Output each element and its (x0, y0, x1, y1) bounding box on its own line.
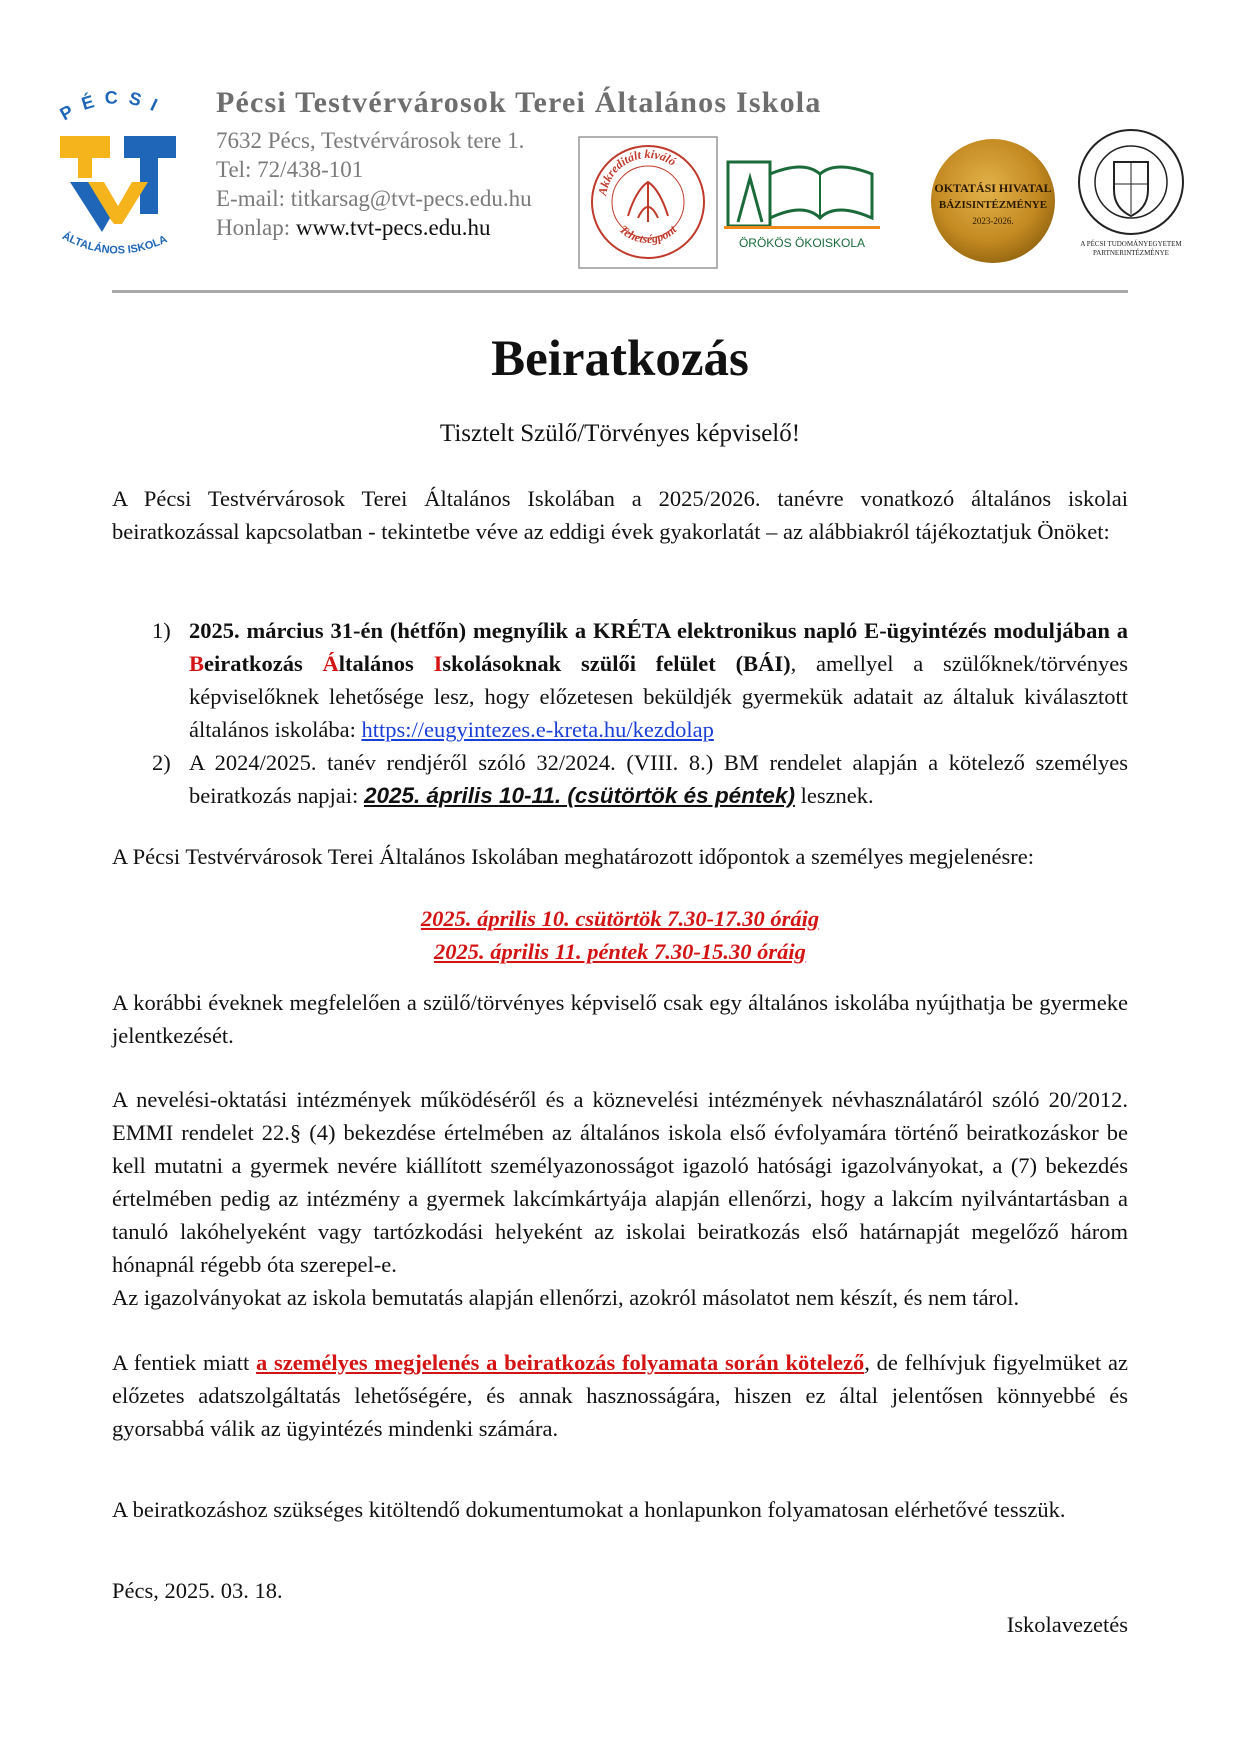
phone: Tel: 72/438-101 (216, 157, 364, 182)
list-item-1-bold-d: skolásoknak szülői felület (BÁI) (442, 651, 791, 676)
badge-akkreditalt-top: Akkreditált kiváló (595, 146, 679, 197)
mandatory-after: , de felhívjuk figyelmüket az előzetes adatszolgáltatás lehetőségére, és annak hasznosságára, hiszen ez által jelentősen könnyebbé és gyorsabbá válik az ügyintézés mindenki számára. (112, 1350, 1129, 1441)
signature: Iskolavezetés (1006, 1612, 1128, 1637)
list-item-1-bold-a: 2025. március 31-én (hétfőn) megnyílik a KRÉTA elektronikus napló E-ügyintézés moduljában a (189, 618, 1128, 643)
list-item-1-bold-b: eiratkozás (204, 651, 323, 676)
school-name: Pécsi Testvérvárosok Terei Általános Iskola (216, 86, 822, 119)
appointment-2: 2025. április 11. péntek 7.30-15.30 óráig (434, 939, 806, 964)
oktatasi-hivatal-badge (928, 136, 1058, 266)
list-item-1-red-a: Á (322, 651, 339, 676)
list-item-2-tail: lesznek. (794, 783, 874, 808)
list-item-2-text: A 2024/2025. tanév rendjéről szóló 32/2024. (VIII. 8.) BM rendelet alapján a kötelező személyes beiratkozás napjai: (189, 750, 1128, 808)
logo-bottom-text: ÁLTALÁNOS ISKOLA (60, 230, 170, 256)
badge-pte-line2: PARTNERINTÉZMÉNYE (1093, 249, 1169, 257)
email: E-mail: titkarsag@tvt-pecs.edu.hu (216, 186, 532, 211)
okoiskola-badge (724, 152, 880, 254)
badge-oh-line1: OKTATÁSI HIVATAL (934, 181, 1052, 195)
kreta-link[interactable]: https://eugyintezes.e-kreta.hu/kezdolap (361, 717, 714, 742)
website-paragraph: A beiratkozáshoz szükséges kitöltendő dokumentumokat a honlapunkon folyamatosan elérhetővé tesszük. (112, 1497, 1066, 1522)
badge-akkreditalt-bottom: Tehetségpont (616, 222, 680, 247)
list-item-1-text: , amellyel a szülőknek/törvényes képviselőknek lehetősége lesz, hogy előzetesen beküldjék gyermekük adatait az általuk kiválasztott általános iskolába: (189, 651, 1128, 742)
svg-text:ÁLTALÁNOS ISKOLA (60, 229, 169, 256)
address: 7632 Pécs, Testvérvárosok tere 1. (216, 128, 525, 153)
law-paragraph: A nevelési-oktatási intézmények működéséről és a köznevelési intézmények névhasználatáról szóló 20/2012. EMMI rendelet 22.§ (4) bekezdése értelmében az általános iskola első évfolyamára történő beiratkozáskor be kell mutatni a gyermek nevére kiállított személyazonosságot igazoló hatósági igazolványokat, a (7) bekezdés értelmében pedig az intézmény a gyermek lakcímkártyája alapján ellenőrzi, hogy a lakcím nyilvántartásban a tanuló lakóhelyeként vagy tartózkodási helyeként az iskolai beiratkozás első határnapját megelőző három hónapnál régebb óta szerepel-e. (112, 1087, 1128, 1277)
web-url[interactable]: www.tvt-pecs.edu.hu (295, 215, 491, 240)
intro-paragraph: A Pécsi Testvérvárosok Terei Általános Iskolában a 2025/2026. tanévre vonatkozó általános iskolai beiratkozással kapcsolatban - tekintetbe véve az eddigi évek gyakorlatát – az alábbiakról tájékoztatjuk Önöket: (112, 486, 1128, 544)
one-school-paragraph: A korábbi éveknek megfelelően a szülő/törvényes képviselő csak egy általános iskolába nyújthatja be gyermeke jelentkezését. (112, 990, 1128, 1048)
list-item-2-dates: 2025. április 10-11. (csütörtök és péntek) (363, 783, 795, 808)
appointment-times (0, 902, 1240, 968)
page-title: Beiratkozás (491, 331, 749, 387)
greeting: Tisztelt Szülő/Törvényes képviselő! (439, 420, 801, 447)
school-logo (48, 86, 188, 256)
svg-text:PÉCSI (57, 87, 170, 124)
badge-okoiskola-text: ÖRÖKÖS ÖKOISKOLA (738, 236, 866, 250)
mandatory-paragraph (112, 1346, 1128, 1445)
web-label: Honlap: (216, 215, 291, 240)
contact-block (216, 126, 532, 242)
appointment-1: 2025. április 10. csütörtök 7.30-17.30 óráig (420, 906, 820, 931)
list-item-1-bold-c: ltalános (338, 651, 434, 676)
documents-paragraph: Az igazolványokat az iskola bemutatás alapján ellenőrzi, azokról másolatot nem készít, és nem tárol. (112, 1285, 1020, 1310)
header-divider (112, 290, 1128, 293)
logo-top-text: PÉCSI (56, 87, 170, 125)
list-item-1 (112, 614, 1128, 746)
date: Pécs, 2025. 03. 18. (112, 1578, 283, 1603)
list-item-2-number: 2) (152, 750, 171, 775)
pte-partner-badge (1070, 128, 1192, 260)
list-item-1-number: 1) (152, 618, 171, 643)
list-item-2 (112, 746, 1128, 812)
info-list (112, 614, 1128, 812)
list-item-1-red-i: I (433, 651, 443, 676)
mandatory-before: A fentiek miatt (112, 1350, 256, 1375)
badge-oh-line2: BÁZISINTÉZMÉNYE (938, 199, 1048, 211)
appointments-intro: A Pécsi Testvérvárosok Terei Általános Iskolában meghatározott időpontok a személyes megjelenésre: (112, 844, 1034, 869)
mandatory-highlight: a személyes megjelenés a beiratkozás folyamata során kötelező (255, 1350, 865, 1375)
list-item-1-red-b: B (189, 651, 205, 676)
badge-pte-line1: A PÉCSI TUDOMÁNYEGYETEM (1080, 240, 1182, 248)
akkreditalt-tehetsegpont-badge (578, 136, 718, 269)
badge-oh-line3: 2023-2026. (972, 216, 1014, 226)
